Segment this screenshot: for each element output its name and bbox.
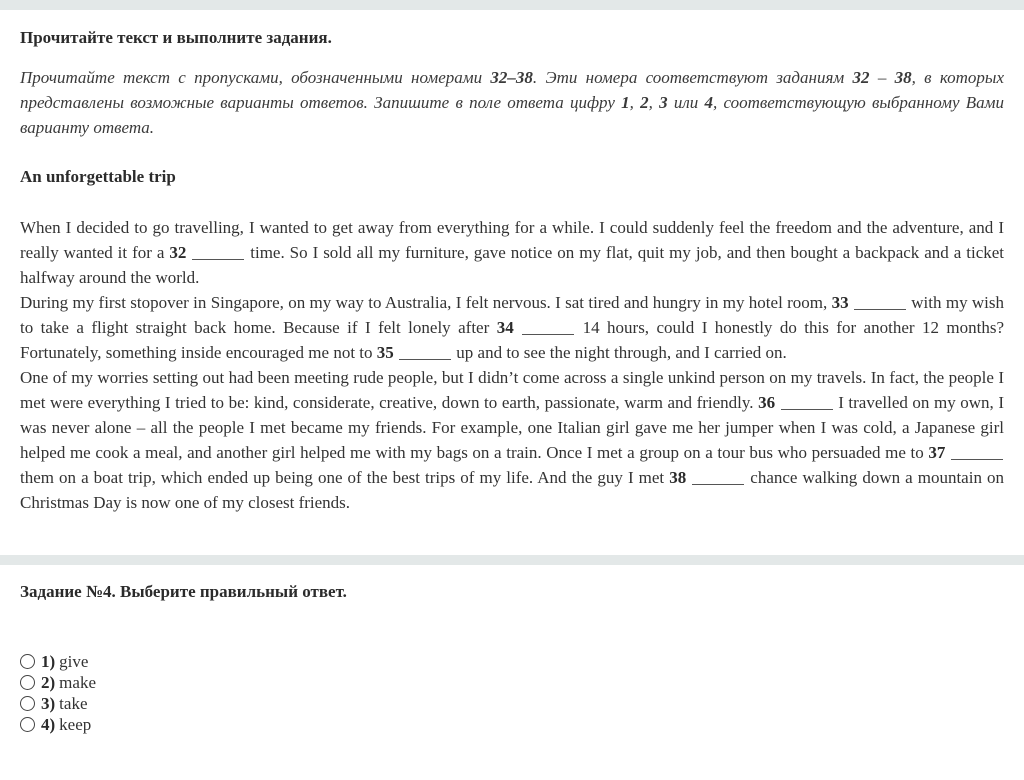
option-number: 4) [41,714,56,734]
radio-button-icon[interactable] [20,675,35,690]
section-header: Прочитайте текст и выполните задания. [20,28,332,47]
story-text-s3: During my first stopover in Singapore, on my way to Australia, I felt nervous. I sat tired and hungry in my hotel room, [20,293,832,312]
option-label: take [59,693,88,713]
answer-option-4[interactable] [20,714,96,735]
option-label: keep [59,714,92,734]
gap-blank-36 [781,408,833,410]
gap-blank-35 [399,358,451,360]
answer-option-1[interactable] [20,651,96,672]
instr-text-3: , в которых представлены возможные варианты ответов. Запишите в поле ответа цифру [20,68,1004,112]
instr-range: 32–38 [490,68,533,87]
instr-from: 32 [852,68,870,87]
instr-or: или [667,93,705,112]
top-divider [0,0,1024,10]
story-text-s6: up and to see the night through, and I carried on. [452,343,787,362]
instr-to: 38 [894,68,912,87]
story-paragraph-1 [20,215,1004,290]
option-number: 2) [41,672,56,692]
answer-options [20,651,96,735]
story-text-s7: One of my worries setting out had been meeting rude people, but I didn’t come across a single unkind person on my travels. In fact, the people I met were everything I tried to be: kind, considerate, creative, down to earth, passionate, warm and friendly. [20,368,1004,412]
answer-option-3[interactable] [20,693,96,714]
instr-comma-2: , [648,93,660,112]
story-text-s4: with my wish to take a flight straight back home. Because if I felt lonely after [20,293,1005,337]
story-text [20,215,1004,515]
instr-digit-2: 2 [640,93,649,112]
gap-number-38: 38 [669,468,687,487]
gap-blank-33 [854,308,906,310]
instr-text-4: , соответствующую выбранному Вами варианту ответа. [20,93,1005,137]
task-title: Задание №4. Выберите правильный ответ. [20,582,347,601]
option-number: 1) [41,651,56,671]
answer-option-2[interactable] [20,672,96,693]
instr-text-2: . Эти номера соответствуют заданиям [532,68,853,87]
gap-number-32: 32 [169,243,187,262]
radio-button-icon[interactable] [20,696,35,711]
instr-comma-1: , [629,93,641,112]
gap-blank-34 [522,333,574,335]
option-label: give [59,651,89,671]
story-text-s8: I travelled on my own, I was never alone – all the people I met became my friends. For example, one Italian girl gave me her jumper when I was cold, a Japanese girl helped me cook a meal, and another girl helped me with my bags on a train. Once I met a group on a tour bus who persuaded me to [20,393,1004,462]
gap-number-33: 33 [831,293,849,312]
gap-blank-32 [192,258,244,260]
story-text-s2: time. So I sold all my furniture, gave notice on my flat, quit my job, and then bought a backpack and a ticket halfway around the world. [20,243,1005,287]
instr-digit-1: 1 [621,93,630,112]
story-paragraph-2 [20,290,1004,365]
story-text-s10: chance walking down a mountain on Christmas Day is now one of my closest friends. [20,468,1004,512]
text-title: An unforgettable trip [20,167,176,186]
section-divider [0,555,1024,565]
gap-blank-38 [692,483,744,485]
story-text-s9: them on a boat trip, which ended up being one of the best trips of my life. And the guy I met [20,468,670,487]
radio-button-icon[interactable] [20,654,35,669]
story-text-s5: 14 hours, could I honestly do this for another 12 months? Fortunately, something inside encouraged me not to [20,318,1005,362]
radio-button-icon[interactable] [20,717,35,732]
gap-number-36: 36 [758,393,776,412]
gap-blank-37 [951,458,1003,460]
instr-dash: – [869,68,895,87]
option-label: make [59,672,96,692]
gap-number-35: 35 [376,343,394,362]
story-paragraph-3 [20,365,1004,515]
instr-digit-4: 4 [704,93,713,112]
instr-digit-3: 3 [659,93,668,112]
instructions [20,65,1004,140]
gap-number-37: 37 [928,443,946,462]
story-text-s1: When I decided to go travelling, I wanted to get away from everything for a while. I could suddenly feel the freedom and the adventure, and I really wanted it for a [20,218,1004,262]
gap-number-34: 34 [496,318,514,337]
instr-text-1: Прочитайте текст с пропусками, обозначенными номерами [20,68,491,87]
option-number: 3) [41,693,56,713]
